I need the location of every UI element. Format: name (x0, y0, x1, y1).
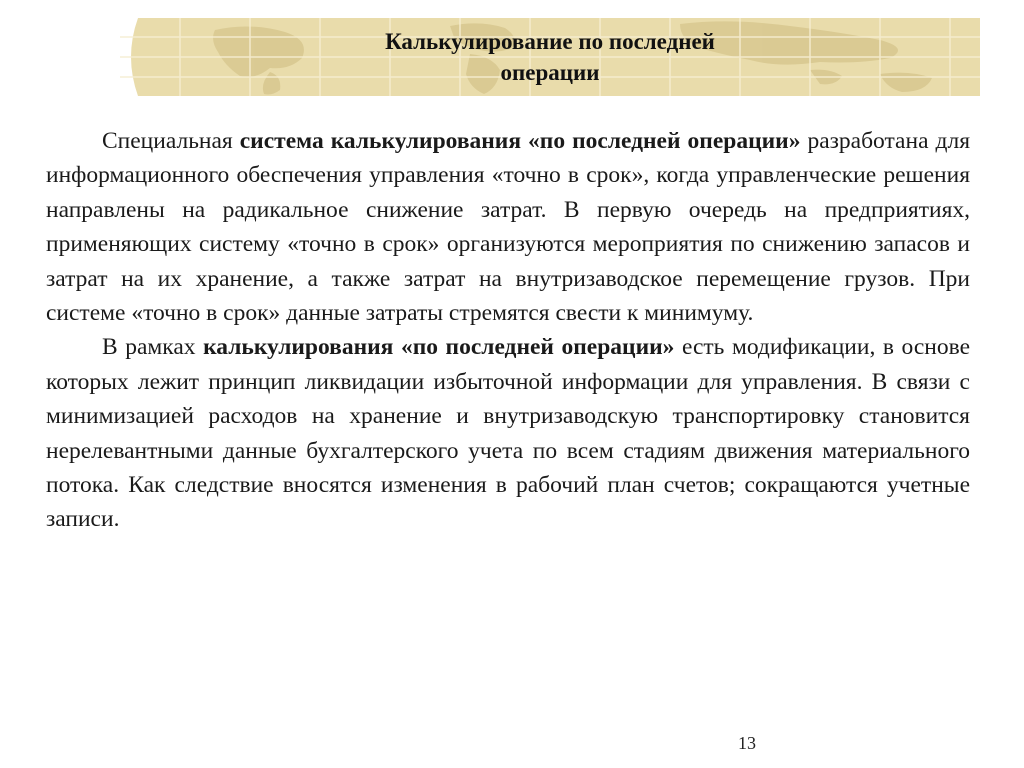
slide-title-line1: Калькулирование по последней (385, 29, 715, 54)
body-paragraph-2 (46, 330, 970, 536)
slide-body (46, 124, 970, 537)
paragraph-2-lead: В рамках (102, 334, 204, 361)
paragraph-1-text: разработана для информационного обеспечения управления «точно в срок», когда управленческие решения направлены на радикальное снижение затрат. В первую очередь на предприятиях, применяющих систему «точно в срок» организуются мероприятия по снижению запасов и затрат на их хранение, а также затрат на внутризаводское перемещение грузов. При системе «точно в срок» данные затраты стремятся свести к минимуму. (46, 128, 970, 327)
paragraph-1-emphasis: система калькулирования «по последней операции» (239, 128, 801, 154)
paragraph-2-emphasis: калькулирования «по последней операции» (203, 334, 675, 361)
title-banner (120, 18, 980, 96)
page-number: 13 (738, 733, 756, 753)
paragraph-1-lead: Специальная (102, 128, 240, 154)
body-paragraph-1 (46, 124, 970, 330)
slide-title (120, 18, 980, 96)
slide-title-line2: операции (500, 60, 600, 85)
paragraph-2-text: есть модификации, в основе которых лежит принцип ликвидации избыточной информации для управления. В связи с минимизацией расходов на хранение и внутризаводскую транспортировку становится нерелевантными данные бухгалтерского учета по всем стадиям движения материального потока. Как следствие вносятся изменения в рабочий план счетов; сокращаются учетные записи. (46, 334, 971, 533)
